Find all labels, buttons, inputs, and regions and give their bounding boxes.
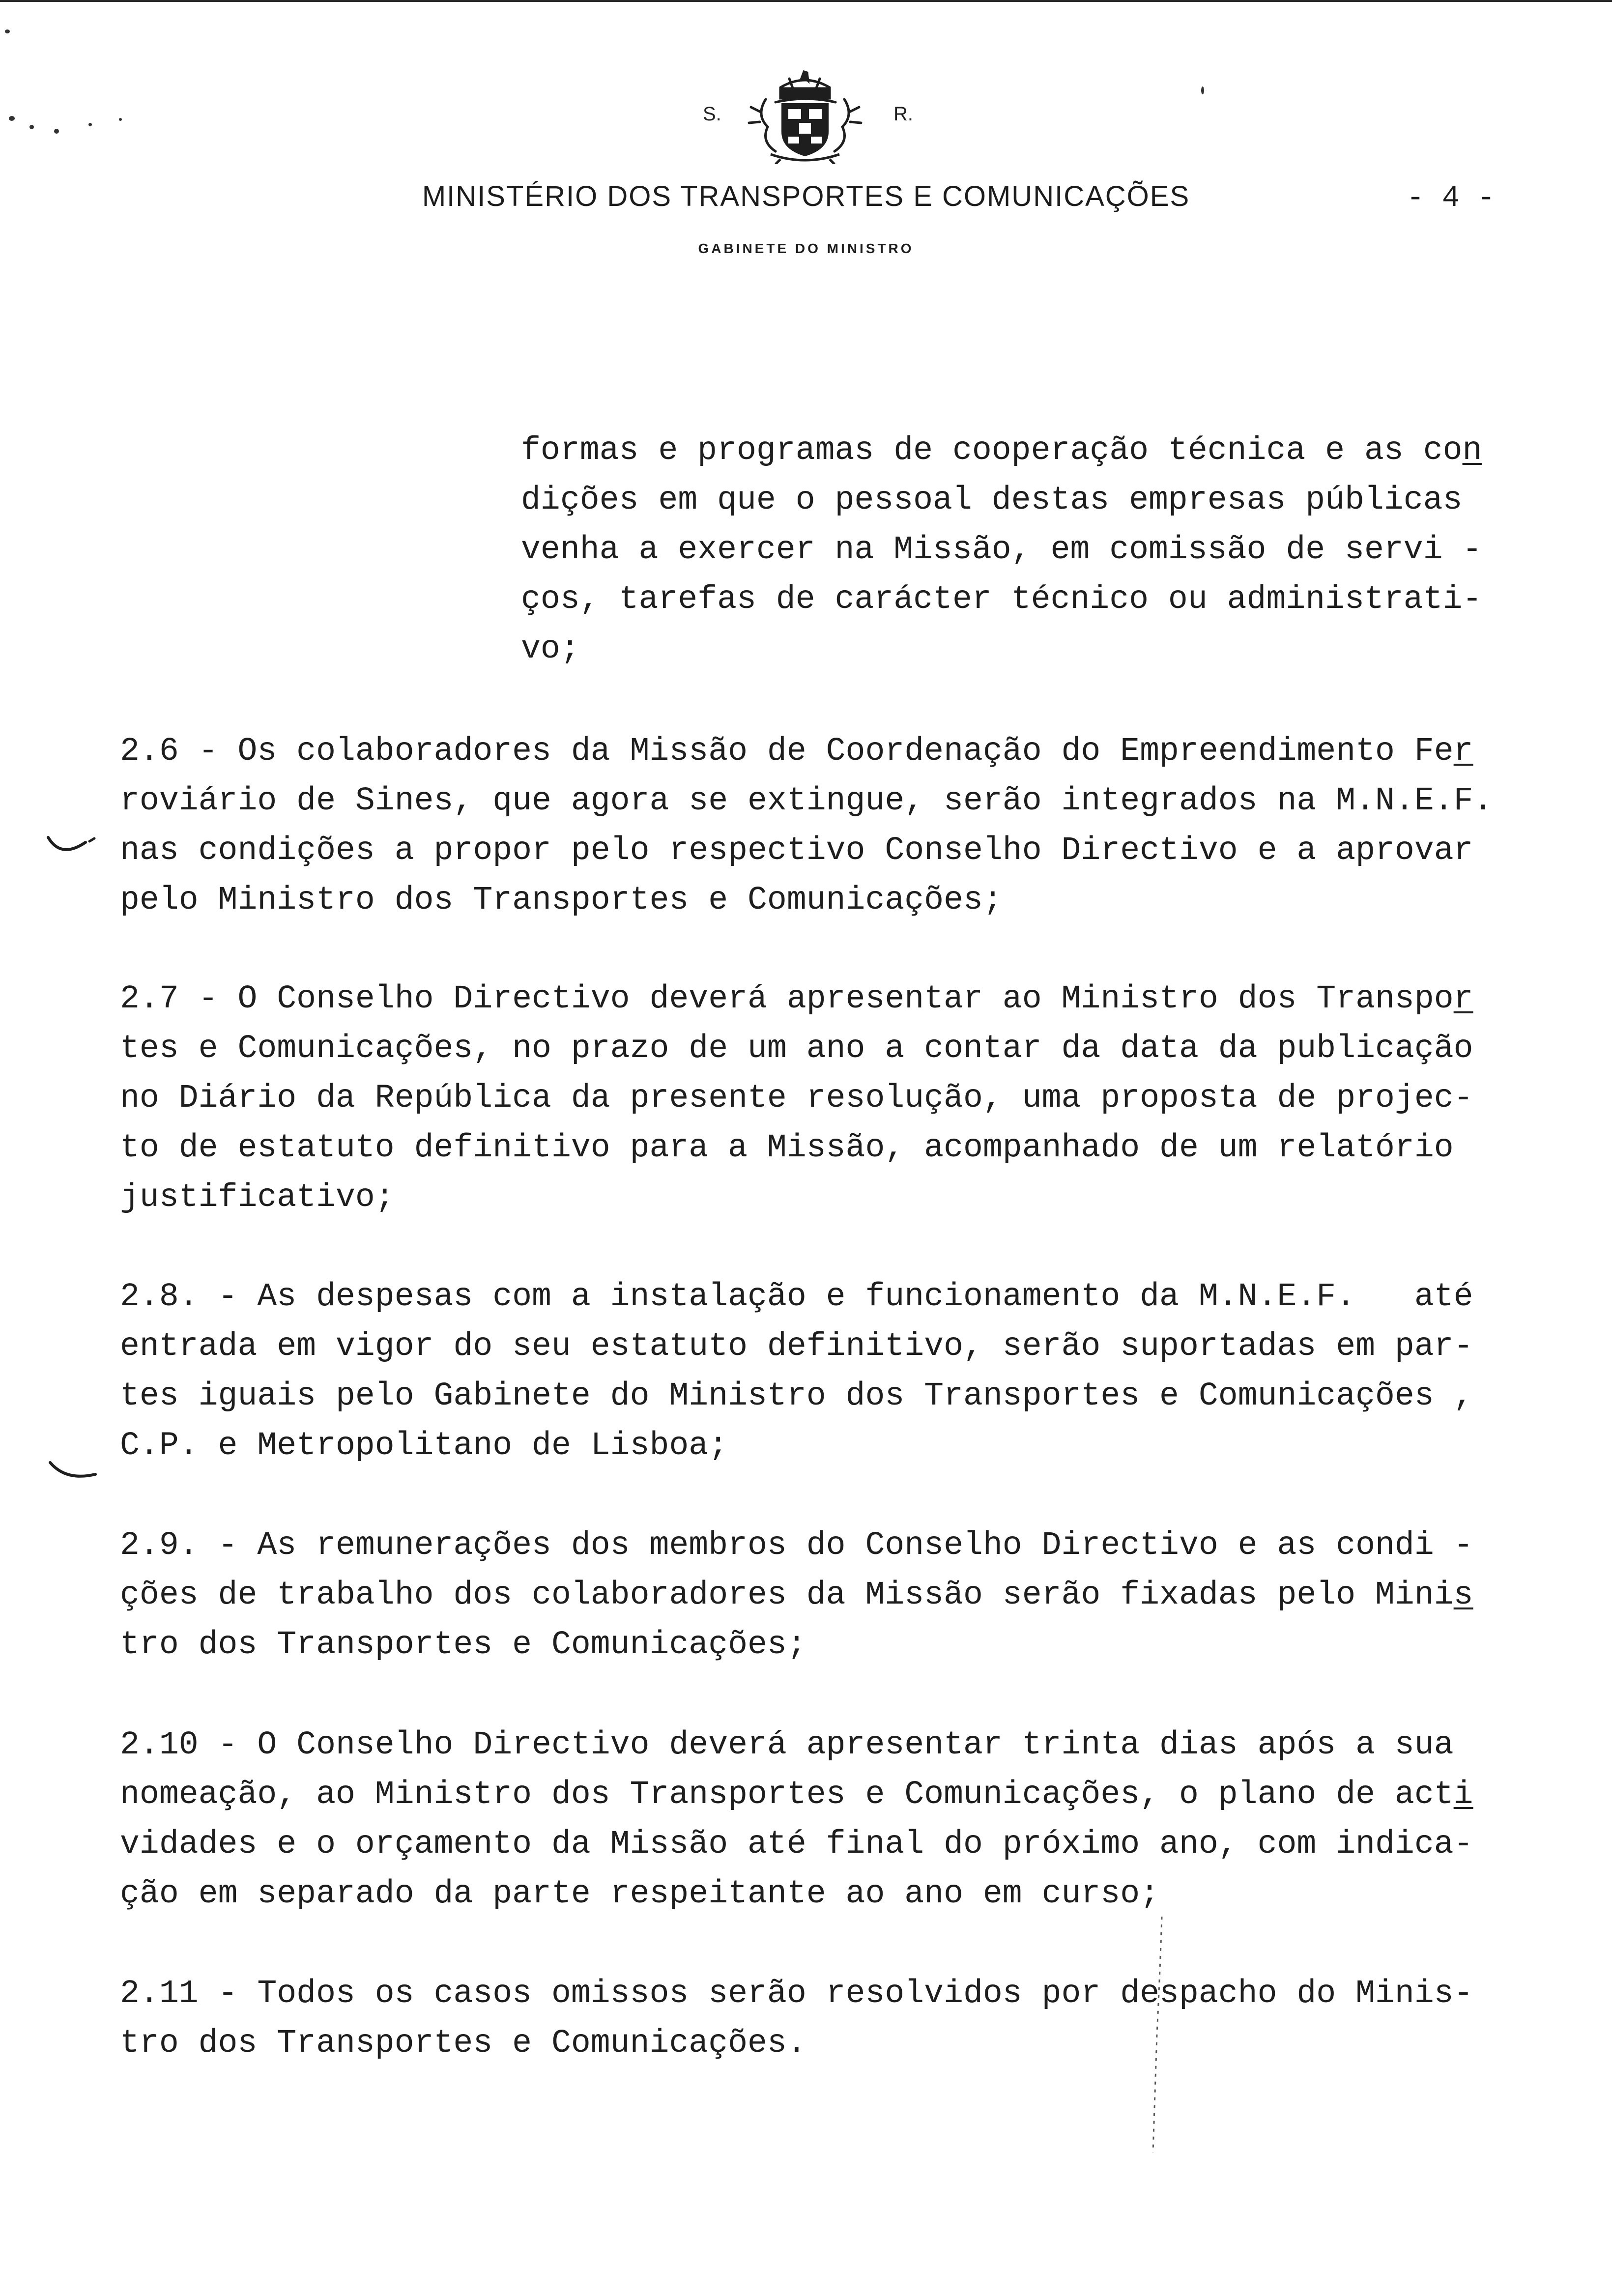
text-line [120,1272,1473,1321]
letterhead-r: R. [893,103,913,125]
line-text: 2.10 - O Conselho Directivo deverá apresentar trinta dias após a sua [120,1726,1454,1763]
line-text: roviário de Sines, que agora se extingue, serão integrados na M.N.E.F. [120,782,1493,819]
line-text: tes e Comunicações, no prazo de um ano a contar da data da publicação [120,1030,1473,1067]
line-text: vo; [521,631,580,667]
text-line [120,1969,1473,2018]
line-text: 2.8. - As despesas com a instalação e funcionamento da M.N.E.F. até [120,1278,1473,1315]
line-text: ções de trabalho dos colaboradores da Missão serão fixadas pelo Mini [120,1577,1454,1613]
hyphenation-underline: r [1453,980,1473,1017]
text-line [120,1770,1473,1819]
text-line [120,776,1493,826]
line-text: venha a exercer na Missão, em comissão de servi - [521,531,1482,568]
line-text: nomeação, ao Ministro dos Transportes e Comunicações, o plano de act [120,1776,1454,1813]
text-line [521,426,1482,475]
scan-specks [5,20,167,147]
line-text: no Diário da República da presente resolução, uma proposta de projec- [120,1080,1473,1117]
line-text: entrada em vigor do seu estatuto definitivo, serão suportadas em par- [120,1328,1473,1365]
line-text: formas e programas de cooperação técnica e as co [521,432,1463,469]
handwritten-check-mark-icon [48,1460,102,1489]
paragraph-2-10 [120,1720,1473,1919]
paragraph-2-9 [120,1521,1473,1669]
text-line [521,624,1482,674]
pencil-stroke-icon [1140,1917,1170,2152]
text-line [120,1123,1473,1173]
line-text: 2.7 - O Conselho Directivo deverá apresentar ao Ministro dos Transpo [120,980,1454,1017]
page-top-edge [0,0,1612,2]
text-line [120,1371,1473,1421]
paragraph-2-11 [120,1969,1473,2068]
text-line [120,1869,1473,1919]
text-line [120,1321,1473,1371]
text-line [120,1720,1473,1770]
line-text: 2.6 - Os colaboradores da Missão de Coordenação do Empreendimento Fe [120,733,1454,770]
text-line [120,1521,1473,1570]
line-text: to de estatuto definitivo para a Missão, acompanhado de um relatório [120,1129,1454,1166]
text-line [120,2018,1473,2068]
text-line [120,726,1493,776]
scan-speck [1201,86,1204,94]
office-subtitle: GABINETE DO MINISTRO [698,241,914,256]
text-line [120,1570,1473,1620]
line-text: tro dos Transportes e Comunicações; [120,1626,806,1663]
text-line [120,1173,1473,1222]
handwritten-check-mark-icon [46,833,100,863]
line-text: nas condições a propor pelo respectivo Conselho Directivo e a aprovar [120,832,1473,869]
line-text: tro dos Transportes e Comunicações. [120,2025,806,2062]
line-text: justificativo; [120,1179,395,1216]
paragraph-2-6 [120,726,1493,925]
hyphenation-underline: n [1462,432,1482,469]
paragraph-2-8 [120,1272,1473,1470]
line-text: 2.9. - As remunerações dos membros do Conselho Directivo e as condi - [120,1527,1473,1564]
text-line [120,1073,1473,1123]
text-line [521,574,1482,624]
text-line [120,974,1473,1024]
text-line [120,1819,1473,1869]
ministry-title: MINISTÉRIO DOS TRANSPORTES E COMUNICAÇÕES [422,180,1190,212]
paragraph-2-7 [120,974,1473,1222]
text-line [120,1620,1473,1669]
line-text: pelo Ministro dos Transportes e Comunicações; [120,882,1003,918]
text-line [120,1421,1473,1470]
line-text: 2.11 - Todos os casos omissos serão resolvidos por despacho do Minis- [120,1975,1473,2012]
letterhead-s: S. [703,103,721,125]
line-text: dições em que o pessoal destas empresas públicas [521,482,1463,518]
line-text: C.P. e Metropolitano de Lisboa; [120,1427,728,1464]
page-number: - 4 - [1407,182,1496,215]
line-text: tes iguais pelo Gabinete do Ministro dos Transportes e Comunicações , [120,1378,1473,1414]
paragraph-continuation [521,426,1482,674]
hyphenation-underline: i [1453,1776,1473,1813]
text-line [120,826,1493,875]
line-text: ção em separado da parte respeitante ao ano em curso; [120,1875,1160,1912]
text-line [120,1024,1473,1073]
text-line [521,525,1482,574]
line-text: ços, tarefas de carácter técnico ou administrati- [521,581,1482,618]
hyphenation-underline: r [1453,733,1473,770]
coat-of-arms-icon [746,68,864,164]
line-text: vidades e o orçamento da Missão até final do próximo ano, com indica- [120,1826,1473,1863]
text-line [521,475,1482,525]
text-line [120,875,1493,925]
hyphenation-underline: s [1453,1577,1473,1613]
